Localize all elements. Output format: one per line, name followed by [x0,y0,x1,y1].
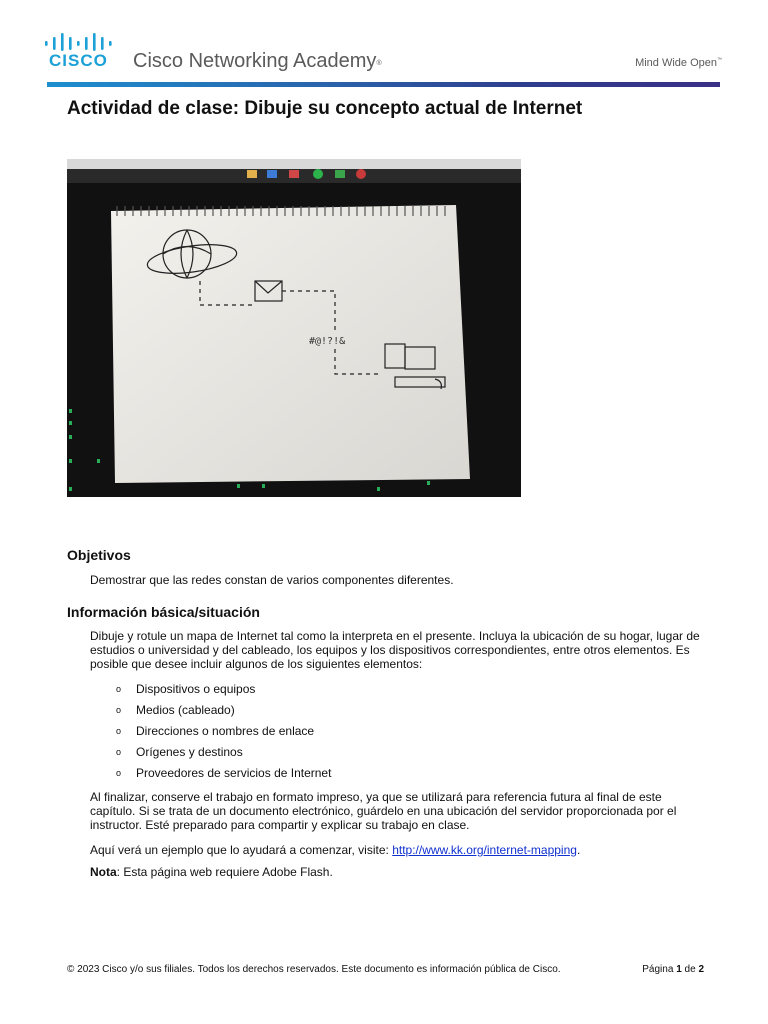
list-item: o Medios (cableado) [90,700,331,721]
tagline: Mind Wide Open™ [635,57,722,69]
background-intro: Dibuje y rotule un mapa de Internet tal como la interpreta en el presente. Incluya la ubicación de su hogar, lugar de estudios o universidad y del cableado, los equipos y los dispositivos correspondientes, entre otros elementos. Es posible que desee incluir algunos de los siguientes elementos: [90,629,700,671]
bullet-icon: o [116,726,122,736]
list-item: o Direcciones o nombres de enlace [90,721,331,742]
example-line: Aquí verá un ejemplo que lo ayudará a comenzar, visite: http://www.kk.org/internet-mapping. [90,843,581,857]
list-item: o Dispositivos o equipos [90,679,331,700]
footer-page-number: Página 1 de 2 [642,964,704,975]
bullet-icon: o [116,768,122,778]
cisco-logo-text: CISCO [49,51,108,70]
bullet-icon: o [116,747,122,757]
page-header [0,0,768,90]
note-label: Nota [90,865,117,879]
example-link[interactable]: http://www.kk.org/internet-mapping [392,843,577,857]
bullet-icon: o [116,684,122,694]
background-heading: Información básica/situación [67,604,260,620]
closing-paragraph: Al finalizar, conserve el trabajo en formato impreso, ya que se utilizará para referencia futura al final de este capítulo. Si se trata de un documento electrónico, guárdelo en una ubicación del servidor proporcionada por el instructor. Esté preparado para compartir y explicar su trabajo en clase. [90,790,677,832]
internet-map-sketch-photo [67,159,521,497]
list-item: o Proveedores de servicios de Internet [90,763,331,784]
sketch-symbols-text: #@!?!& [309,336,346,347]
list-item: o Orígenes y destinos [90,742,331,763]
objectives-heading: Objetivos [67,547,131,563]
academy-name: Cisco Networking Academy® [133,50,382,72]
page-title: Actividad de clase: Dibuje su concepto actual de Internet [67,98,583,119]
cisco-logo-bars-icon [45,33,113,51]
note-line: Nota: Esta página web requiere Adobe Flash. [90,865,333,879]
header-divider [47,82,720,87]
elements-list [90,679,331,784]
bullet-icon: o [116,705,122,715]
footer-copyright: © 2023 Cisco y/o sus filiales. Todos los derechos reservados. Este documento es información pública de Cisco. [67,964,561,975]
objectives-text: Demostrar que las redes constan de varios componentes diferentes. [90,573,454,587]
